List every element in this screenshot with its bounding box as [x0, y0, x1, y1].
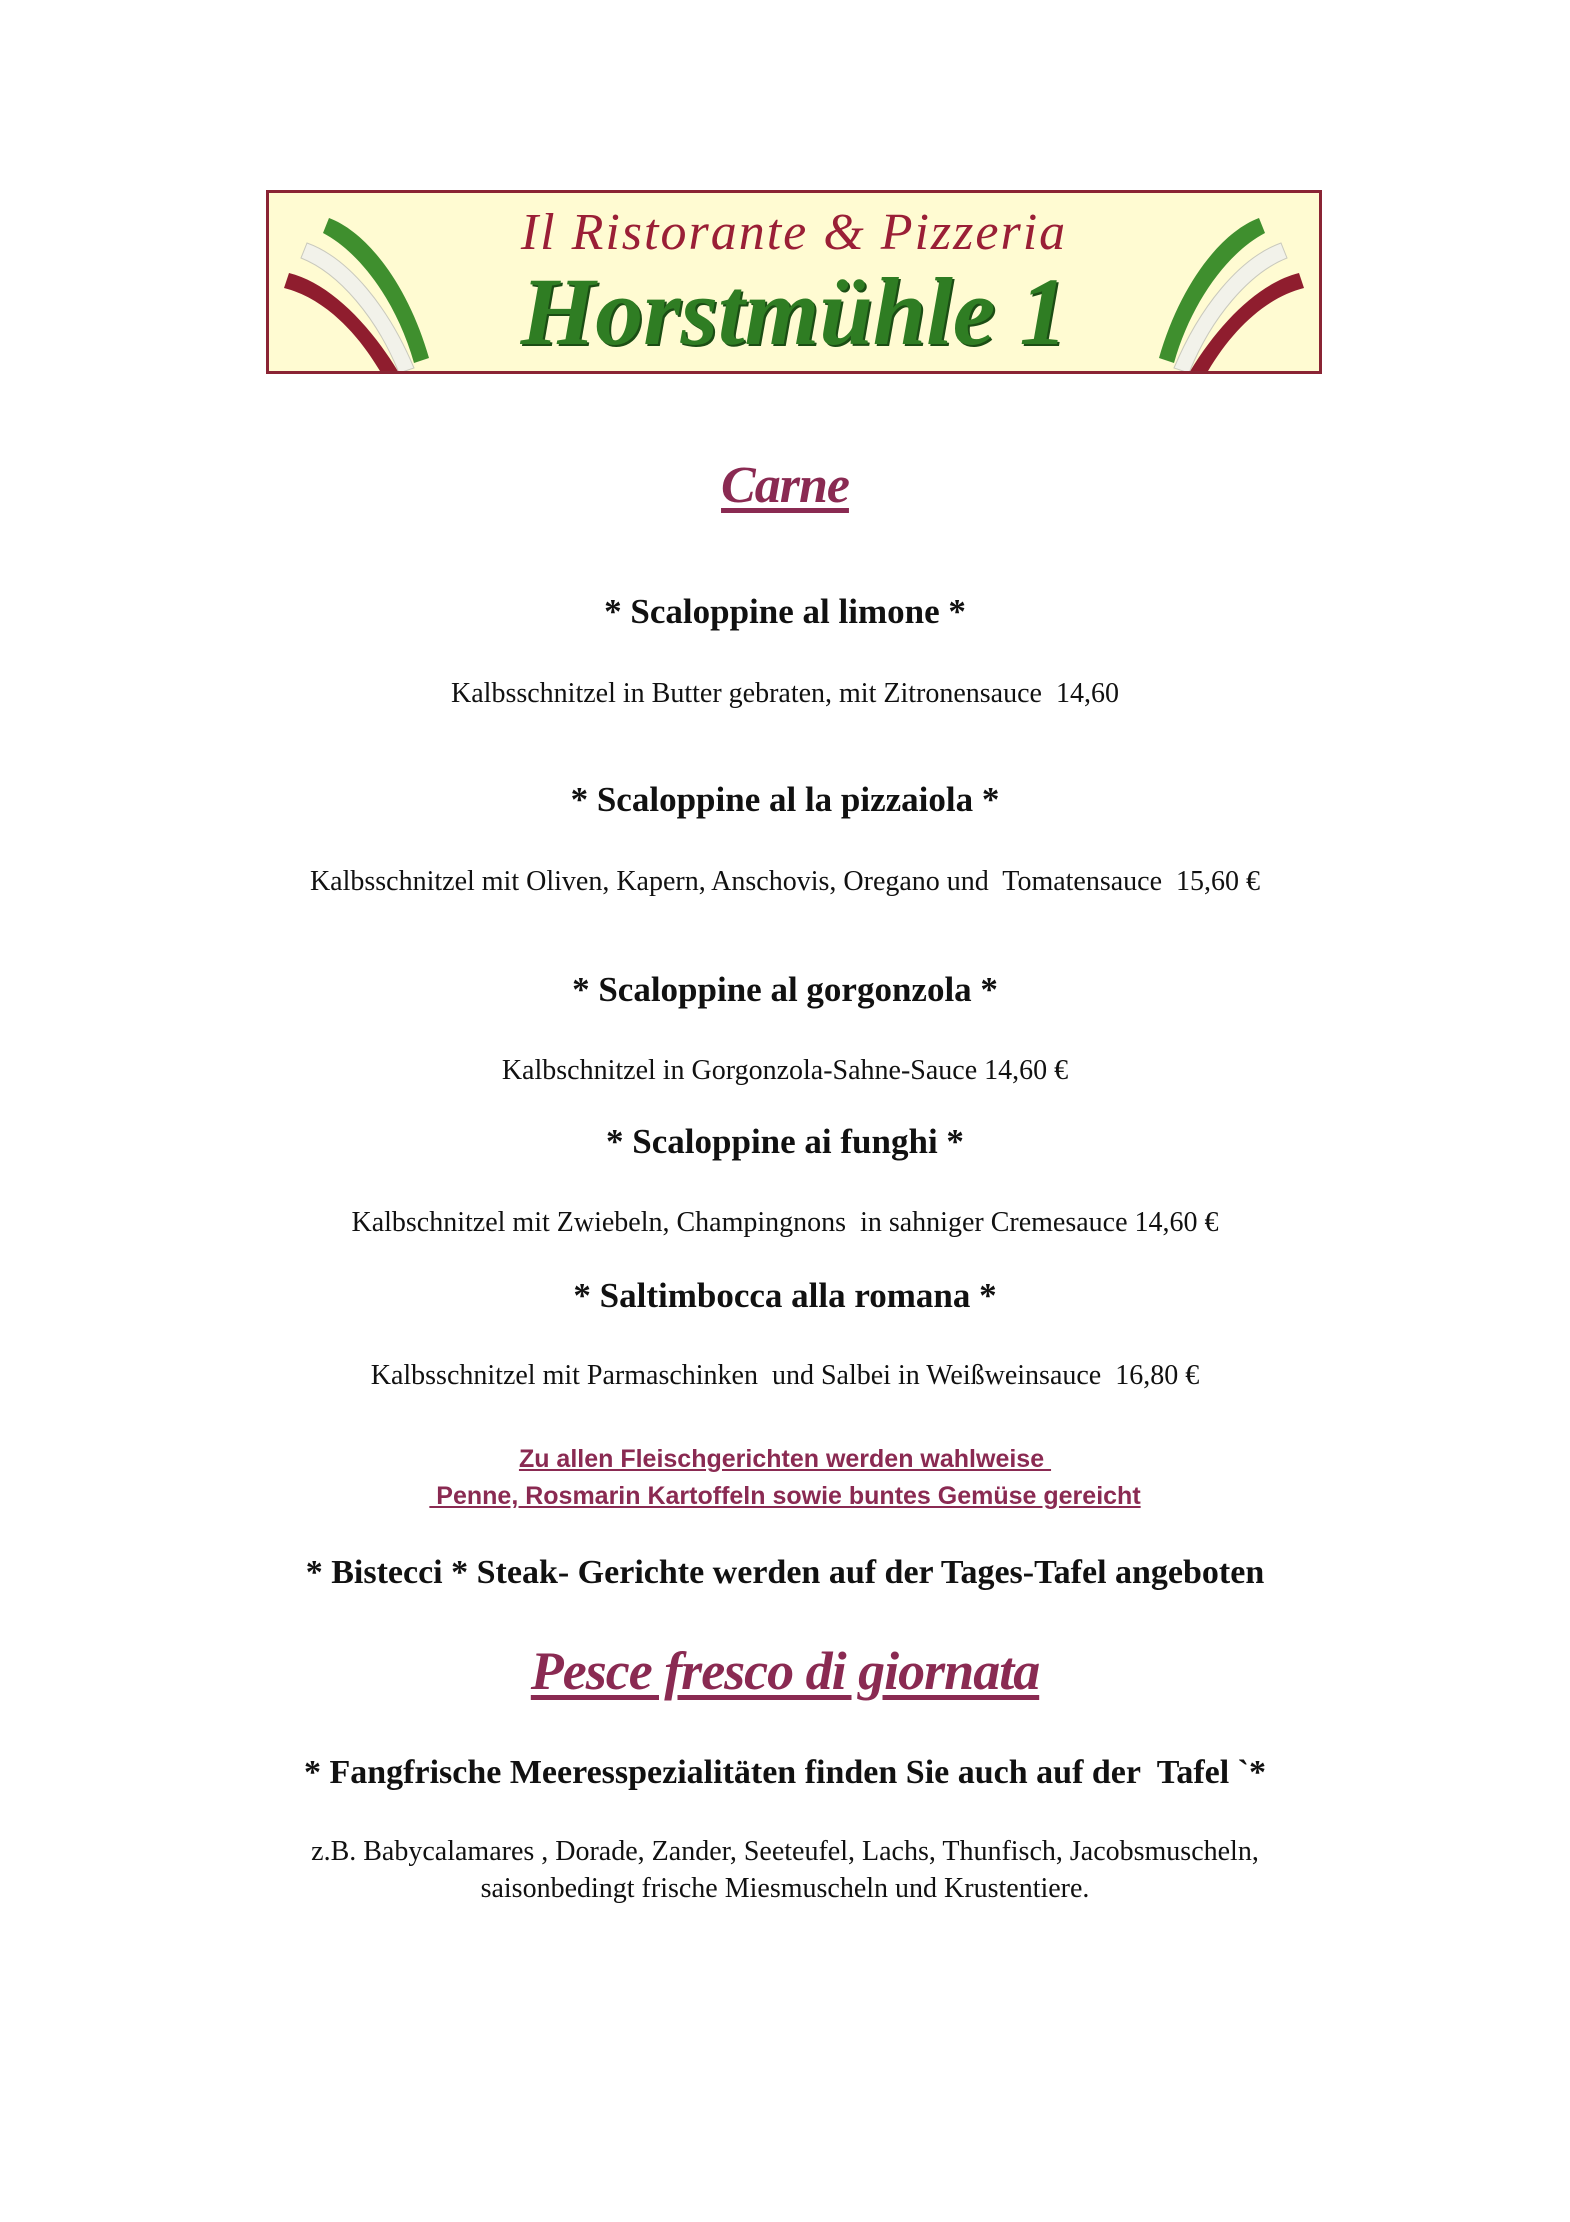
- seafood-detail-line-1: z.B. Babycalamares , Dorade, Zander, Seeteufel, Lachs, Thunfisch, Jacobsmuscheln,: [311, 1836, 1259, 1867]
- dish-description: Kalbschnitzel in Gorgonzola-Sahne-Sauce 14,60 €: [501, 1055, 1069, 1086]
- dish-name: * Scaloppine ai funghi *: [606, 1122, 964, 1161]
- side-dish-note-line-2: Penne, Rosmarin Kartoffeln sowie buntes Gemüse gereicht: [429, 1482, 1141, 1510]
- dish-description: Kalbsschnitzel mit Oliven, Kapern, Anschovis, Oregano und Tomatensauce 15,60 €: [309, 866, 1261, 897]
- section-title-pesce: Pesce fresco di giornata: [530, 1641, 1040, 1701]
- seafood-headline: * Fangfrische Meeresspezialitäten finden Sie auch auf der Tafel `*: [303, 1754, 1266, 1791]
- steak-note: * Bistecci * Steak- Gerichte werden auf der Tages-Tafel angeboten: [305, 1554, 1265, 1591]
- logo-subtitle: Il Ristorante & Pizzeria: [520, 204, 1068, 261]
- section-title-carne: Carne: [721, 457, 849, 514]
- dish-name: * Scaloppine al limone *: [604, 592, 966, 631]
- dish-description: Kalbsschnitzel mit Parmaschinken und Salbei in Weißweinsauce 16,80 €: [370, 1360, 1200, 1391]
- logo-title: Horstmühle 1: [520, 258, 1068, 365]
- dish-name: * Saltimbocca alla romana *: [573, 1276, 997, 1315]
- seafood-detail-line-2: saisonbedingt frische Miesmuscheln und Krustentiere.: [480, 1873, 1090, 1904]
- dish-name: * Scaloppine al la pizzaiola *: [570, 780, 1000, 819]
- dish-description: Kalbschnitzel mit Zwiebeln, Champingnons in sahniger Cremesauce 14,60 €: [351, 1207, 1219, 1238]
- restaurant-logo: [266, 190, 1322, 374]
- dish-description: Kalbsschnitzel in Butter gebraten, mit Zitronensauce 14,60: [451, 678, 1119, 709]
- dish-name: * Scaloppine al gorgonzola *: [572, 970, 998, 1009]
- side-dish-note-line-1: Zu allen Fleischgerichten werden wahlweise: [518, 1445, 1052, 1473]
